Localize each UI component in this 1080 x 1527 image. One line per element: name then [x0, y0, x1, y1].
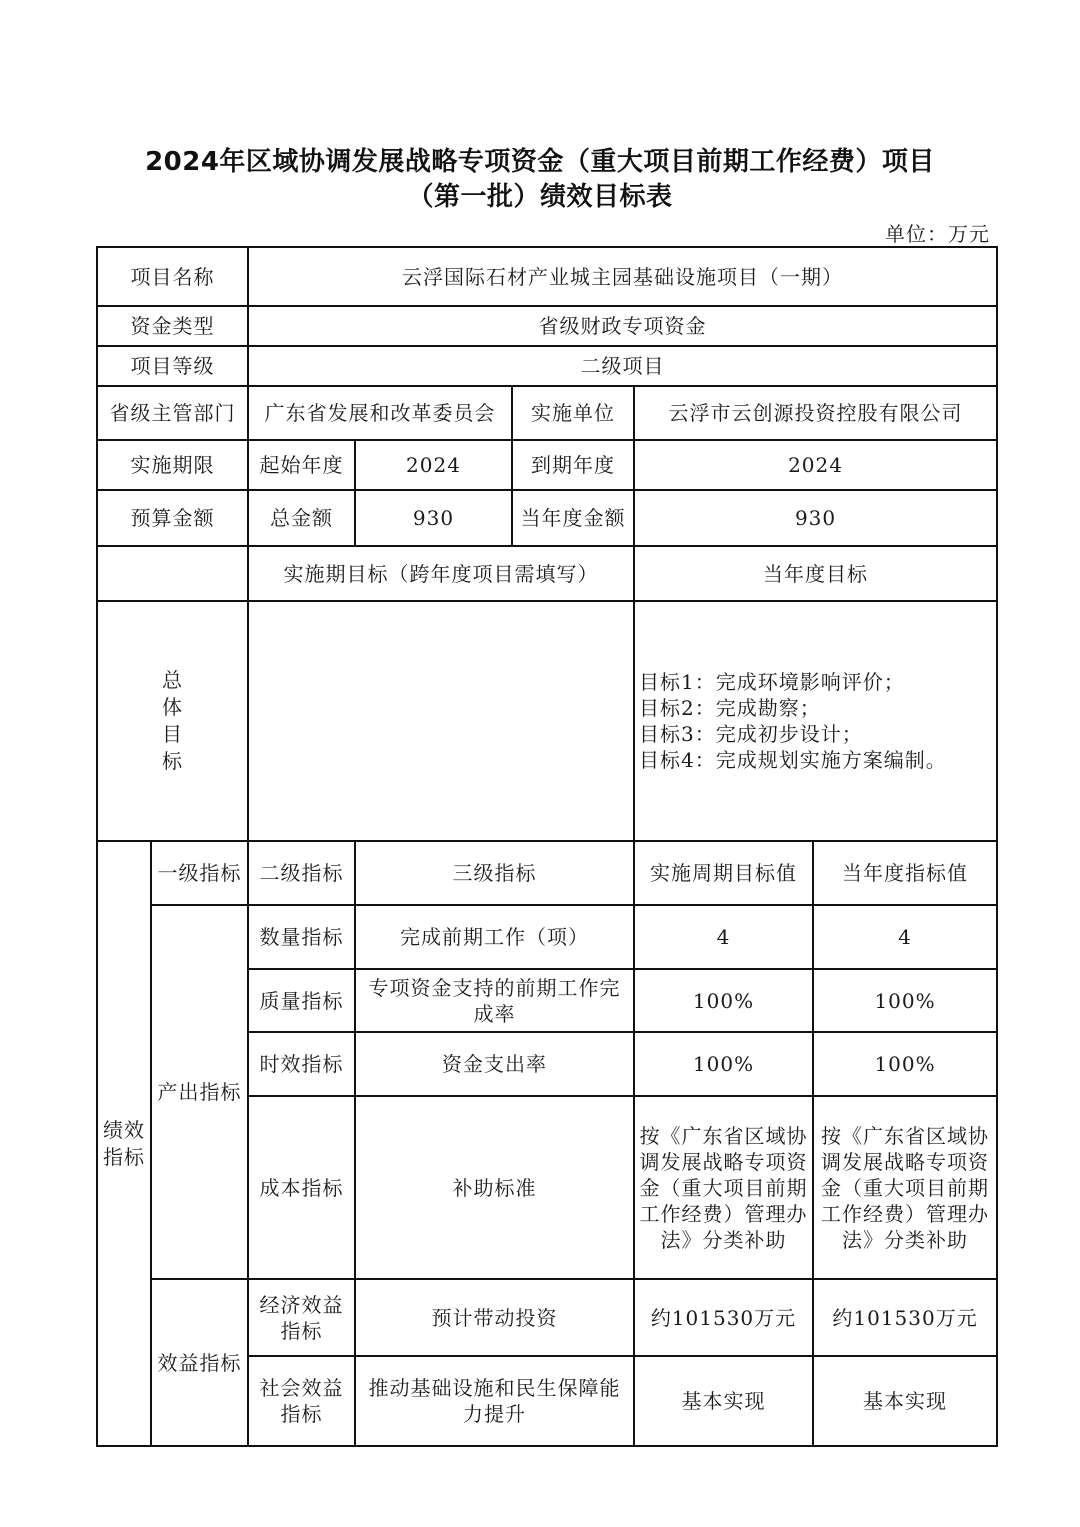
table-row-level3: 推动基础设施和民生保障能力提升: [355, 1356, 634, 1446]
benefit-indicator-label: 效益指标: [151, 1279, 248, 1446]
start-year-label: 起始年度: [248, 440, 355, 490]
header-level2: 二级指标: [248, 841, 355, 905]
total-amount-value: 930: [355, 490, 512, 546]
table-row-annual: 100%: [813, 1032, 997, 1096]
table-row-level2: 时效指标: [248, 1032, 355, 1096]
header-period-target: 实施周期目标值: [634, 841, 813, 905]
current-amount-label: 当年度金额: [512, 490, 634, 546]
project-level-label: 项目等级: [97, 346, 248, 386]
unit-label: 单位：万元: [885, 222, 990, 246]
table-row-period: 4: [634, 905, 813, 969]
header-level1: 一级指标: [151, 841, 248, 905]
table-row-annual: 按《广东省区域协调发展战略专项资金（重大项目前期工作经费）管理办法》分类补助: [813, 1096, 997, 1279]
fund-type-label: 资金类型: [97, 306, 248, 346]
table-row-level2: 数量指标: [248, 905, 355, 969]
table-row-annual: 约101530万元: [813, 1279, 997, 1356]
period-goal-text: [248, 601, 634, 841]
annual-goal-item: 目标2：完成勘察；: [639, 696, 821, 720]
table-row-level2: 社会效益指标: [248, 1356, 355, 1446]
table-row-level3: 预计带动投资: [355, 1279, 634, 1356]
annual-goal-item: 目标1：完成环境影响评价；: [639, 670, 905, 694]
output-indicator-label: 产出指标: [151, 905, 248, 1279]
header-annual-target: 当年度指标值: [813, 841, 997, 905]
header-level3: 三级指标: [355, 841, 634, 905]
table-row-level3: 完成前期工作（项）: [355, 905, 634, 969]
project-level-value: 二级项目: [248, 346, 997, 386]
fund-type-value: 省级财政专项资金: [248, 306, 997, 346]
table-row-annual: 基本实现: [813, 1356, 997, 1446]
table-row-level2: 经济效益指标: [248, 1279, 355, 1356]
page-title-line-2: （第一批）绩效目标表: [407, 182, 673, 212]
annual-goal-list: [634, 601, 997, 841]
total-amount-label: 总金额: [248, 490, 355, 546]
project-name-label: 项目名称: [97, 247, 248, 306]
table-row-level2: 成本指标: [248, 1096, 355, 1279]
end-year-label: 到期年度: [512, 440, 634, 490]
table-row-level3: 补助标准: [355, 1096, 634, 1279]
start-year-value: 2024: [355, 440, 512, 490]
end-year-value: 2024: [634, 440, 997, 490]
impl-unit-label: 实施单位: [512, 386, 634, 440]
table-row-period: 按《广东省区域协调发展战略专项资金（重大项目前期工作经费）管理办法》分类补助: [634, 1096, 813, 1279]
current-amount-value: 930: [634, 490, 997, 546]
annual-goal-item: 目标3：完成初步设计；: [639, 722, 863, 746]
goal-header-blank: [97, 546, 248, 601]
overall-goal-label: 总 体 目 标: [97, 601, 248, 841]
performance-target-table: [96, 246, 998, 1447]
table-row-period: 基本实现: [634, 1356, 813, 1446]
page-title-line-1: 2024年区域协调发展战略专项资金（重大项目前期工作经费）项目: [145, 147, 935, 177]
table-row-level2: 质量指标: [248, 969, 355, 1032]
performance-indicator-label: 绩效 指标: [97, 841, 151, 1446]
table-row-level3: 专项资金支持的前期工作完成率: [355, 969, 634, 1032]
table-row-annual: 100%: [813, 969, 997, 1032]
table-row-period: 100%: [634, 969, 813, 1032]
dept-label: 省级主管部门: [97, 386, 248, 440]
annual-goal-item: 目标4：完成规划实施方案编制。: [639, 748, 947, 772]
period-goal-header: 实施期目标（跨年度项目需填写）: [248, 546, 634, 601]
table-row-period: 约101530万元: [634, 1279, 813, 1356]
table-row-period: 100%: [634, 1032, 813, 1096]
period-label: 实施期限: [97, 440, 248, 490]
table-row-level3: 资金支出率: [355, 1032, 634, 1096]
project-name-value: 云浮国际石材产业城主园基础设施项目（一期）: [248, 247, 997, 306]
impl-unit-value: 云浮市云创源投资控股有限公司: [634, 386, 997, 440]
budget-label: 预算金额: [97, 490, 248, 546]
table-row-annual: 4: [813, 905, 997, 969]
dept-value: 广东省发展和改革委员会: [248, 386, 512, 440]
annual-goal-header: 当年度目标: [634, 546, 997, 601]
